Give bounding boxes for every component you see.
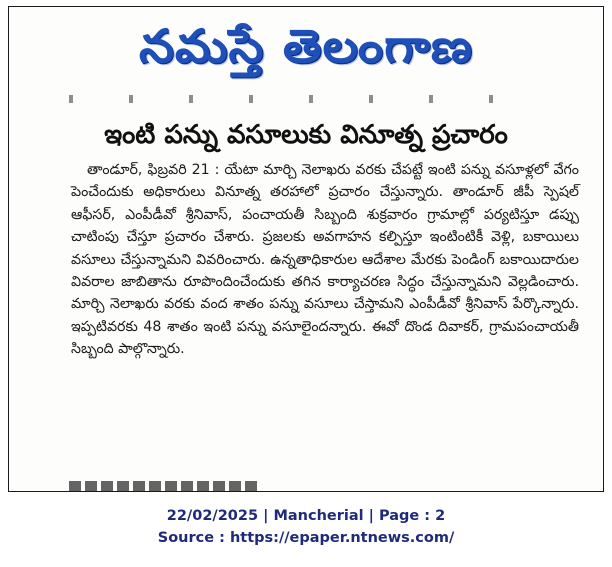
article-headline: ఇంటి పన్ను వసూలుకు వినూత్న ప్రచారం (104, 120, 508, 150)
news-clipping (8, 6, 604, 492)
previous-article-fragment (69, 95, 539, 103)
source-link[interactable]: Source : https://epaper.ntnews.com/ (157, 530, 455, 546)
next-article-fragment (69, 481, 259, 491)
publication-info: 22/02/2025 | Mancherial | Page : 2 (166, 508, 446, 524)
newspaper-masthead: నమస్తే తెలంగాణ (138, 19, 474, 73)
article-body: తాండూర్, ఫిబ్రవరి 21 : యేటా మార్చి నెలాఖరు వరకు చేపట్టే ఇంటి పన్ను వసూళ్లలో వేగం పెంచేందుకు అధికారులు వినూత్న తరహాలో ప్రచారం చేస్తున్నారు. తాండూర్ జీపీ స్పెషల్ ఆఫీసర్, ఎంపీడీవో శ్రీనివాస్, పంచాయతీ సిబ్బంది శుక్రవారం గ్రామాల్లో పర్యటిస్తూ డప్పు చాటింపు చేస్తూ ప్రచారం చేశారు. ప్రజలకు అవగాహన కల్పిస్తూ ఇంటింటికీ వెళ్లి, బకాయిలు వసూలు చేస్తున్నామని వివరించారు. ఉన్నతాధికారుల ఆదేశాల మేరకు పెండింగ్ బకాయిదారుల వివరాల జాబితాను రూపొందించేందుకు తగిన కార్యాచరణ సిద్ధం చేస్తున్నామని వెల్లడించారు. మార్చి నెలాఖరు వరకు వంద శాతం పన్ను వసూలు చేస్తామని ఎంపీడీవో శ్రీనివాస్ పేర్కొన్నారు. ఇప్పటివరకు 48 శాతం ఇంటి పన్ను వసూలైందన్నారు. ఈవో దొండ దివాకర్, గ్రామపంచాయతీ సిబ్బంది పాల్గొన్నారు. (71, 162, 579, 358)
